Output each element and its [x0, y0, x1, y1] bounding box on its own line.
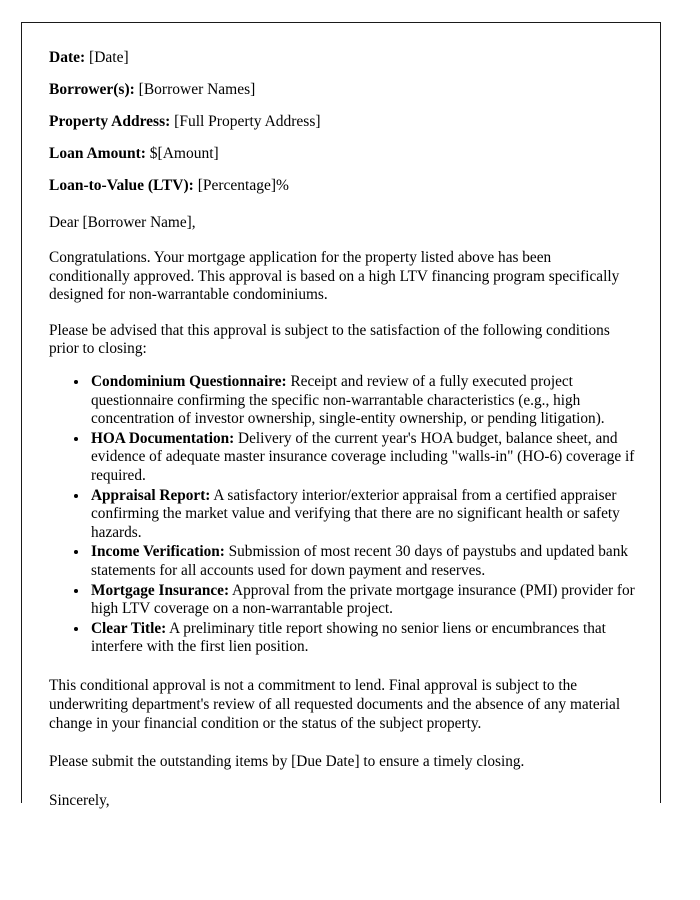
condition-text: A preliminary title report showing no senior liens or encumbrances that interfere with the first lien position. — [91, 619, 606, 656]
closing-paragraph: Please submit the outstanding items by [Due Date] to ensure a timely closing. — [49, 752, 525, 770]
field-borrowers-label: Borrower(s): — [49, 81, 135, 98]
sincerely-line: Sincerely, — [49, 791, 110, 809]
field-ltv — [49, 177, 635, 195]
condition-text: Delivery of the current year's HOA budget, balance sheet, and evidence of adequate master insurance coverage including "walls-in" (HO-6) coverage if required. — [91, 429, 635, 484]
field-ltv-value: [Percentage]% — [197, 177, 289, 194]
field-ltv-label: Loan-to-Value (LTV): — [49, 177, 194, 194]
condition-term: Mortgage Insurance: — [91, 581, 230, 599]
conditions-list — [49, 373, 635, 657]
salutation: Dear [Borrower Name], — [49, 214, 196, 231]
condition-term: Clear Title: — [91, 619, 167, 637]
field-loan-amount-value: $[Amount] — [149, 145, 219, 162]
condition-term: HOA Documentation: — [91, 429, 235, 447]
condition-term: Appraisal Report: — [91, 486, 211, 504]
field-property-address-value: [Full Property Address] — [174, 113, 321, 130]
list-item — [89, 430, 635, 486]
letter-body — [49, 49, 635, 810]
list-item — [89, 487, 635, 543]
condition-text: Approval from the private mortgage insurance (PMI) provider for high LTV coverage on a non-warrantable project. — [91, 581, 635, 618]
condition-text: Receipt and review of a fully executed project questionnaire confirming the specific non-warrantable characteristics (e.g., high concentration of investor ownership, single-entity ownership, or pending litigation). — [91, 372, 605, 428]
field-date — [49, 49, 635, 67]
list-item — [89, 373, 635, 429]
condition-text: A satisfactory interior/exterior appraisal from a certified appraiser confirming the market value and verifying that there are no significant health or safety hazards. — [91, 486, 620, 541]
conditions-intro-paragraph: Please be advised that this approval is subject to the satisfaction of the following conditions prior to closing: — [49, 321, 610, 358]
field-property-address — [49, 113, 635, 131]
field-property-address-label: Property Address: — [49, 113, 171, 130]
list-item — [89, 582, 635, 619]
condition-text: Submission of most recent 30 days of paystubs and updated bank statements for all accounts used for down payment and reserves. — [91, 543, 629, 579]
field-borrowers-value: [Borrower Names] — [138, 81, 256, 98]
field-borrowers — [49, 81, 635, 99]
document-page — [21, 22, 661, 809]
disclaimer-paragraph: This conditional approval is not a commitment to lend. Final approval is subject to the underwriting department's review of all requested documents and the absence of any material change in your financial condition or the status of the subject property. — [49, 676, 621, 732]
field-date-label: Date: — [49, 49, 86, 66]
field-date-value: [Date] — [89, 49, 129, 66]
condition-term: Income Verification: — [91, 543, 225, 561]
list-item — [89, 543, 635, 580]
field-loan-amount — [49, 145, 635, 163]
list-item — [89, 620, 635, 657]
intro-paragraph: Congratulations. Your mortgage application for the property listed above has been conditionally approved. This approval is based on a high LTV financing program specifically designed for non-warrantable condominiums. — [49, 249, 620, 304]
condition-term: Condominium Questionnaire: — [91, 372, 287, 390]
field-loan-amount-label: Loan Amount: — [49, 145, 146, 162]
